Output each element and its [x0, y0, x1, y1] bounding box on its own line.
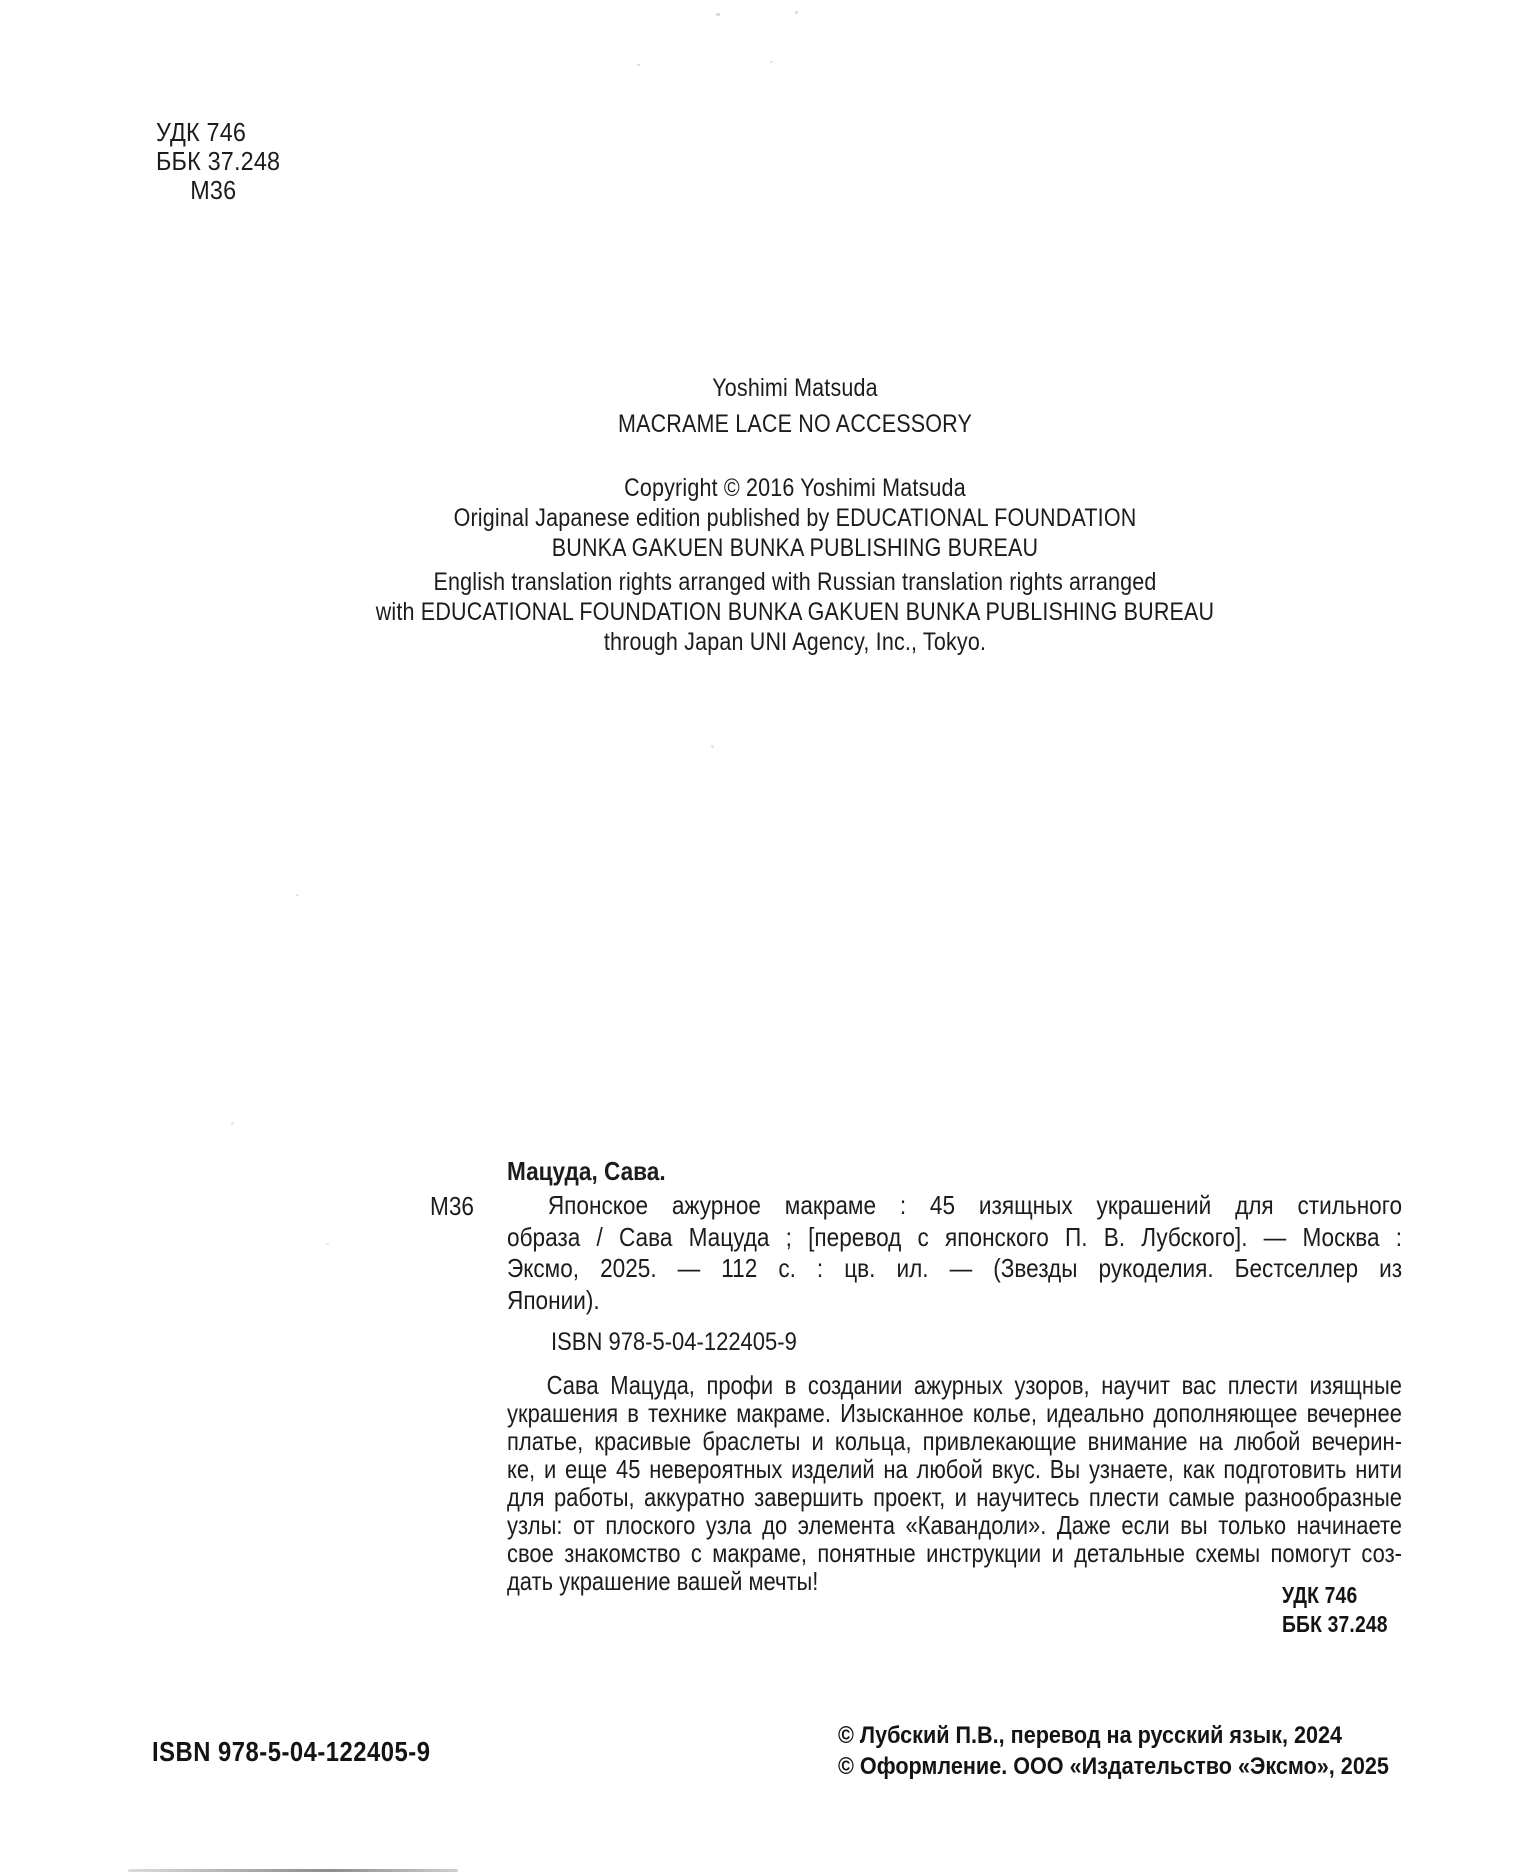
- catalog-line: Японское ажурное макраме : 45 изящных украшений для стильного: [547, 1190, 1403, 1220]
- original-title: MACRAME LACE NO ACCESSORY: [618, 410, 972, 438]
- annotation-line: платье, красивые браслеты и кольца, привлекающие внимание на любой вечерин-: [507, 1426, 1402, 1456]
- bottom-codes-block: [1282, 1581, 1388, 1639]
- annotation-line: дать украшение вашей мечты!: [507, 1566, 819, 1596]
- copyright-notice: © Оформление. ООО «Издательство «Эксмо», 2025: [838, 1752, 1389, 1780]
- top-codes-block: [156, 118, 280, 205]
- page-edge-line: [128, 1869, 458, 1872]
- scan-speck: [716, 13, 720, 16]
- rights-line: with EDUCATIONAL FOUNDATION BUNKA GAKUEN BUNKA PUBLISHING BUREAU: [375, 598, 1215, 626]
- rights-line: through Japan UNI Agency, Inc., Tokyo.: [603, 628, 987, 656]
- annotation-line: узлы: от плоского узла до элемента «Кавандоли». Даже если вы только начинаете: [507, 1510, 1402, 1540]
- copyright-notice: © Лубский П.В., перевод на русский язык, 2024: [838, 1722, 1343, 1749]
- catalog-line: Эксмо, 2025. — 112 с. : цв. ил. — (Звезды рукоделия. Бестселлер из: [507, 1253, 1403, 1283]
- scan-speck: [296, 894, 299, 896]
- bbk-code: ББК 37.248: [156, 146, 281, 176]
- isbn-footer: ISBN 978-5-04-122405-9: [152, 1736, 431, 1767]
- catalog-line: Японии).: [507, 1284, 600, 1315]
- annotation-line: Сава Мацуда, профи в создании ажурных узоров, научит вас плести изящные: [546, 1370, 1402, 1400]
- copyright-line: Original Japanese edition published by EDUCATIONAL FOUNDATION: [453, 504, 1137, 532]
- annotation-paragraph: [507, 1371, 1402, 1595]
- scan-speck: [637, 64, 640, 66]
- bottom-udk-code: УДК 746: [1282, 1582, 1358, 1608]
- scan-speck: [711, 745, 714, 748]
- catalog-isbn: ISBN 978-5-04-122405-9: [551, 1328, 797, 1356]
- scan-speck: [231, 1122, 234, 1125]
- annotation-line: украшения в технике макраме. Изысканное колье, идеально дополняющее вечернее: [507, 1398, 1402, 1428]
- author-sign: М36: [190, 175, 237, 205]
- annotation-line: свое знакомство с макраме, понятные инструкции и детальные схемы помогут соз-: [507, 1538, 1402, 1568]
- rights-line: English translation rights arranged with Russian translation rights arranged: [433, 568, 1157, 596]
- bottom-bbk-code: ББК 37.248: [1282, 1611, 1388, 1637]
- original-author: Yoshimi Matsuda: [712, 374, 878, 402]
- catalog-line: образа / Сава Мацуда ; [перевод с японского П. В. Лубского]. — Москва :: [507, 1221, 1403, 1252]
- annotation-line: ке, и еще 45 невероятных изделий на любой вкус. Вы узнаете, как подготовить нити: [507, 1454, 1402, 1484]
- scan-speck: [770, 61, 773, 63]
- scan-speck: [795, 11, 798, 14]
- catalog-description: [507, 1190, 1402, 1316]
- udk-code: УДК 746: [156, 117, 247, 147]
- annotation-line: для работы, аккуратно завершить проект, и научитесь плести самые разнообразные: [507, 1482, 1402, 1512]
- copyright-notices: [838, 1721, 1389, 1782]
- copyright-line: BUNKA GAKUEN BUNKA PUBLISHING BUREAU: [551, 534, 1039, 562]
- catalog-author-heading: Мацуда, Сава.: [507, 1156, 666, 1186]
- scan-speck: [326, 1243, 329, 1245]
- catalog-author-sign: М36: [430, 1191, 474, 1221]
- copyright-line: Copyright © 2016 Yoshimi Matsuda: [624, 474, 966, 502]
